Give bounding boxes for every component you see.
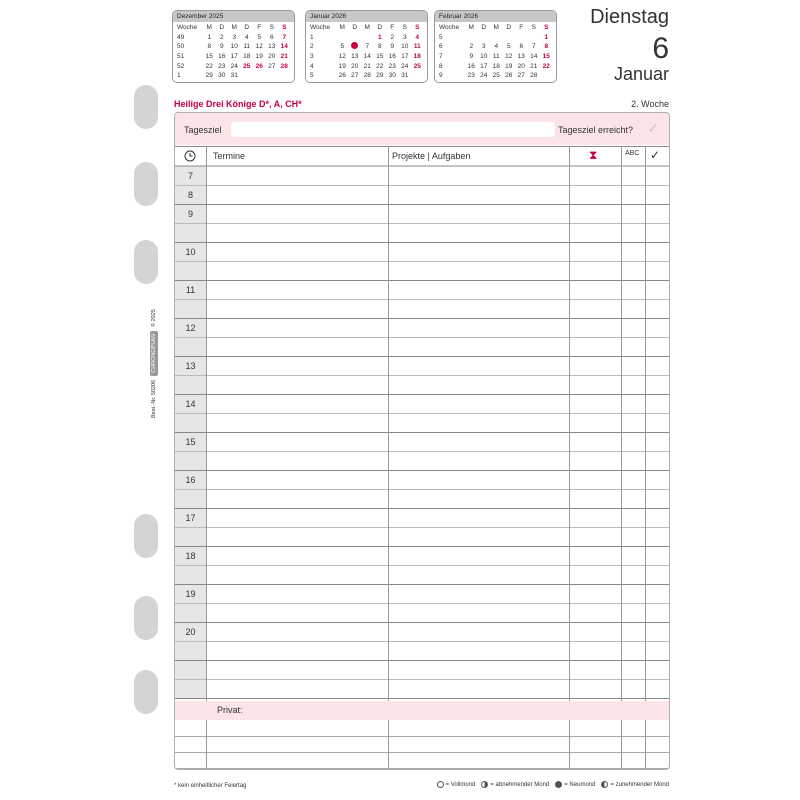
calendar-week-number: 50 [177, 43, 185, 51]
calendar-week-number: 9 [439, 72, 443, 80]
hour-label: 11 [185, 285, 196, 295]
calendar-day: 16 [218, 53, 226, 61]
calendar-week-number: 7 [439, 53, 443, 61]
calendar-weekday: M [493, 24, 499, 32]
priority-abc-icon: ABC [625, 150, 640, 157]
calendar-day: 4 [244, 33, 249, 41]
calendar-day: 5 [340, 43, 345, 51]
day-name: Dienstag [590, 6, 669, 28]
legend-full-moon: = Vollmond [437, 781, 476, 788]
calendar-day: 29 [205, 72, 213, 80]
calendar-day: 10 [480, 53, 488, 61]
hour-label: 10 [185, 247, 196, 257]
calendar-week-number: 49 [177, 33, 185, 41]
calendar-weekday: M [231, 24, 237, 32]
hour-label: 14 [185, 399, 196, 409]
month-name: Januar [613, 64, 669, 84]
calendar-day: 10 [230, 43, 238, 51]
calendar-day: 19 [255, 53, 263, 61]
calendar-day: 1 [377, 33, 382, 41]
binder-hole [134, 162, 158, 206]
daily-goal-bar [175, 113, 669, 145]
calendar-day: 23 [388, 62, 396, 70]
day-planner [174, 112, 670, 770]
moon-legend [437, 781, 669, 788]
calendar-day: 14 [363, 53, 371, 61]
calendar-week-number: 52 [177, 62, 185, 70]
binder-hole [134, 596, 158, 640]
hour-label: 15 [185, 437, 196, 447]
calendar-day: 11 [413, 43, 421, 51]
calendar-day: 15 [376, 53, 384, 61]
calendar-day: 6 [519, 43, 524, 51]
calendar-day: 26 [505, 72, 513, 80]
calendar-day: 8 [544, 43, 549, 51]
calendar-day: 1 [207, 33, 212, 41]
calendar-day: 18 [243, 53, 251, 61]
hour-label: 8 [187, 190, 193, 200]
calendar-day: 8 [377, 43, 382, 51]
termine-header: Termine [213, 151, 246, 161]
calendar-day: 2 [469, 43, 474, 51]
calendar-weekday: D [506, 24, 512, 32]
legend-new-moon: = Neumond [555, 781, 595, 788]
calendar-day: 30 [388, 72, 396, 80]
hour-label: 18 [185, 551, 196, 561]
privat-label: Privat: [217, 705, 243, 715]
calendar-weekday: F [390, 24, 395, 32]
calendar-day [490, 33, 503, 43]
waning-moon-icon [481, 781, 488, 788]
hour-label: 7 [187, 171, 193, 181]
calendar-day: 17 [230, 53, 238, 61]
mini-calendar-february [434, 10, 557, 83]
calendar-day: 3 [402, 33, 407, 41]
calendar-day: 27 [351, 72, 359, 80]
side-imprint [150, 309, 158, 418]
calendar-weekday: D [244, 24, 250, 32]
calendar-day: 4 [494, 43, 499, 51]
calendar-day [266, 71, 279, 81]
goal-reached-label: Tagesziel erreicht? [557, 125, 633, 135]
calendar-day [336, 33, 349, 43]
calendar-day [465, 33, 478, 43]
calendar-title: Februar 2026 [435, 11, 556, 22]
calendar-day: 5 [257, 33, 262, 41]
hour-label: 19 [185, 589, 196, 599]
calendar-day: 28 [280, 62, 288, 70]
calendar-weekday: M [339, 24, 345, 32]
calendar-day: 24 [480, 72, 488, 80]
calendar-day: 27 [268, 62, 276, 70]
daily-goal-label: Tagesziel [184, 125, 222, 135]
calendar-day: 19 [505, 62, 513, 70]
goal-check-icon[interactable]: ✓ [647, 120, 659, 136]
calendar-week-number: 6 [439, 43, 443, 51]
calendar-day: 22 [205, 62, 213, 70]
calendar-day [540, 71, 553, 81]
calendar-day: 11 [243, 43, 251, 51]
hour-label: 9 [187, 209, 193, 219]
binder-hole [134, 240, 158, 284]
calendar-day: 29 [376, 72, 384, 80]
calendar-day: 27 [517, 72, 525, 80]
calendar-day [361, 33, 374, 43]
calendar-weekday: Woche [177, 24, 198, 32]
calendar-day [478, 33, 491, 43]
calendar-day: 3 [481, 43, 486, 51]
calendar-weekday: S [415, 24, 420, 32]
calendar-day: 20 [268, 53, 276, 61]
calendar-day: 13 [268, 43, 276, 51]
calendar-day: 25 [243, 62, 251, 70]
calendar-day: 12 [255, 43, 263, 51]
binder-hole [134, 85, 158, 129]
calendar-day: 30 [218, 72, 226, 80]
calendar-weekday: S [531, 24, 536, 32]
calendar-day: 12 [338, 53, 346, 61]
waxing-moon-icon [601, 781, 608, 788]
calendar-weekday: M [206, 24, 212, 32]
hour-label: 12 [185, 323, 196, 333]
calendar-week-number: 4 [310, 62, 314, 70]
calendar-day: 15 [205, 53, 213, 61]
calendar-weekday: D [352, 24, 358, 32]
calendar-day [349, 42, 362, 52]
calendar-day: 23 [218, 62, 226, 70]
calendar-day: 23 [467, 72, 475, 80]
calendar-weekday: D [377, 24, 383, 32]
calendar-week-number: 51 [177, 53, 185, 61]
projects-header: Projekte | Aufgaben [392, 151, 471, 161]
calendar-day [278, 71, 291, 81]
calendar-day [515, 33, 528, 43]
calendar-weekday: F [519, 24, 524, 32]
calendar-day: 31 [230, 72, 238, 80]
calendar-day: 24 [230, 62, 238, 70]
legend-waning-moon: = abnehmender Mond [481, 781, 549, 788]
calendar-weekday: D [481, 24, 487, 32]
calendar-day: 16 [467, 62, 475, 70]
today-marker [351, 42, 358, 49]
calendar-day: 31 [401, 72, 409, 80]
calendar-day: 20 [517, 62, 525, 70]
calendar-day: 4 [415, 33, 420, 41]
calendar-day: 21 [363, 62, 371, 70]
calendar-day: 7 [531, 43, 536, 51]
week-label: 2. Woche [631, 99, 669, 109]
mini-calendar-january [305, 10, 428, 83]
calendar-day: 1 [544, 33, 549, 41]
calendar-day: 7 [365, 43, 370, 51]
calendar-day: 18 [492, 62, 500, 70]
hour-label: 20 [185, 627, 196, 637]
calendar-day: 9 [390, 43, 395, 51]
calendar-week-number: 3 [310, 53, 314, 61]
calendar-day: 18 [413, 53, 421, 61]
calendar-day: 21 [280, 53, 288, 61]
calendar-day: 25 [492, 72, 500, 80]
calendar-weekday: S [282, 24, 287, 32]
calendar-day: 3 [232, 33, 237, 41]
calendar-day: 9 [469, 53, 474, 61]
footnote: * kein einheitlicher Feiertag [174, 783, 247, 789]
calendar-day: 7 [282, 33, 287, 41]
copyright-year: © 2025 [151, 309, 157, 327]
mini-calendar-december [172, 10, 295, 83]
calendar-week-number: 5 [310, 72, 314, 80]
calendar-weekday: F [257, 24, 262, 32]
calendar-day: 12 [505, 53, 513, 61]
calendar-day: 16 [388, 53, 396, 61]
new-moon-icon [555, 781, 562, 788]
calendar-day: 5 [506, 43, 511, 51]
calendar-day: 26 [255, 62, 263, 70]
calendar-weekday: S [544, 24, 549, 32]
calendar-day [349, 33, 362, 43]
calendar-day [528, 33, 541, 43]
calendar-title: Dezember 2025 [173, 11, 294, 22]
calendar-day [503, 33, 516, 43]
binder-hole [134, 670, 158, 714]
done-check-icon: ✓ [650, 148, 661, 162]
holiday-label: Heilige Drei Könige D*, A, CH* [174, 99, 302, 109]
calendar-week-number: 1 [310, 33, 314, 41]
day-number: 6 [652, 32, 669, 65]
calendar-week-number: 1 [177, 72, 181, 80]
calendar-day: 21 [530, 62, 538, 70]
calendar-weekday: S [402, 24, 407, 32]
calendar-weekday: M [468, 24, 474, 32]
calendar-week-number: 8 [439, 62, 443, 70]
calendar-title: Januar 2026 [306, 11, 427, 22]
calendar-day: 19 [338, 62, 346, 70]
grid-lines [175, 146, 669, 769]
order-number: Best.-Nr. 50206 [151, 379, 157, 418]
calendar-weekday: Woche [439, 24, 460, 32]
privat-section[interactable] [175, 701, 669, 720]
calendar-weekday: D [219, 24, 225, 32]
calendar-weekday: M [364, 24, 370, 32]
calendar-day: 28 [363, 72, 371, 80]
calendar-day [411, 71, 424, 81]
calendar-day: 2 [390, 33, 395, 41]
calendar-day: 28 [530, 72, 538, 80]
hour-label: 17 [185, 513, 196, 523]
calendar-day: 13 [351, 53, 359, 61]
legend-waxing-moon: = zunehmender Mond [601, 781, 669, 788]
calendar-day: 8 [207, 43, 212, 51]
calendar-day: 17 [480, 62, 488, 70]
calendar-day: 9 [219, 43, 224, 51]
calendar-weekday: S [269, 24, 274, 32]
calendar-week-number: 5 [439, 33, 443, 41]
hour-label: 16 [185, 475, 196, 485]
hour-label: 13 [185, 361, 196, 371]
schedule-grid[interactable] [175, 146, 669, 769]
calendar-day [241, 71, 254, 81]
clock-icon [184, 150, 196, 164]
calendar-day: 24 [401, 62, 409, 70]
calendar-day: 17 [401, 53, 409, 61]
calendar-day: 2 [219, 33, 224, 41]
calendar-day [253, 71, 266, 81]
calendar-day: 20 [351, 62, 359, 70]
calendar-day: 15 [542, 53, 550, 61]
calendar-day: 22 [376, 62, 384, 70]
calendar-day: 22 [542, 62, 550, 70]
calendar-day: 6 [269, 33, 274, 41]
calendar-day: 11 [492, 53, 500, 61]
calendar-day: 26 [338, 72, 346, 80]
calendar-day: 13 [517, 53, 525, 61]
calendar-day: 14 [280, 43, 288, 51]
calendar-day: 25 [413, 62, 421, 70]
full-moon-icon [437, 781, 444, 788]
daily-goal-field[interactable] [231, 122, 555, 137]
brand-logo: CHRONOPLAN [150, 331, 158, 376]
calendar-week-number: 2 [310, 43, 314, 51]
hourglass-icon: ⧗ [589, 148, 598, 162]
calendar-day: 10 [401, 43, 409, 51]
calendar-day: 14 [530, 53, 538, 61]
calendar-weekday: Woche [310, 24, 331, 32]
binder-hole [134, 514, 158, 558]
